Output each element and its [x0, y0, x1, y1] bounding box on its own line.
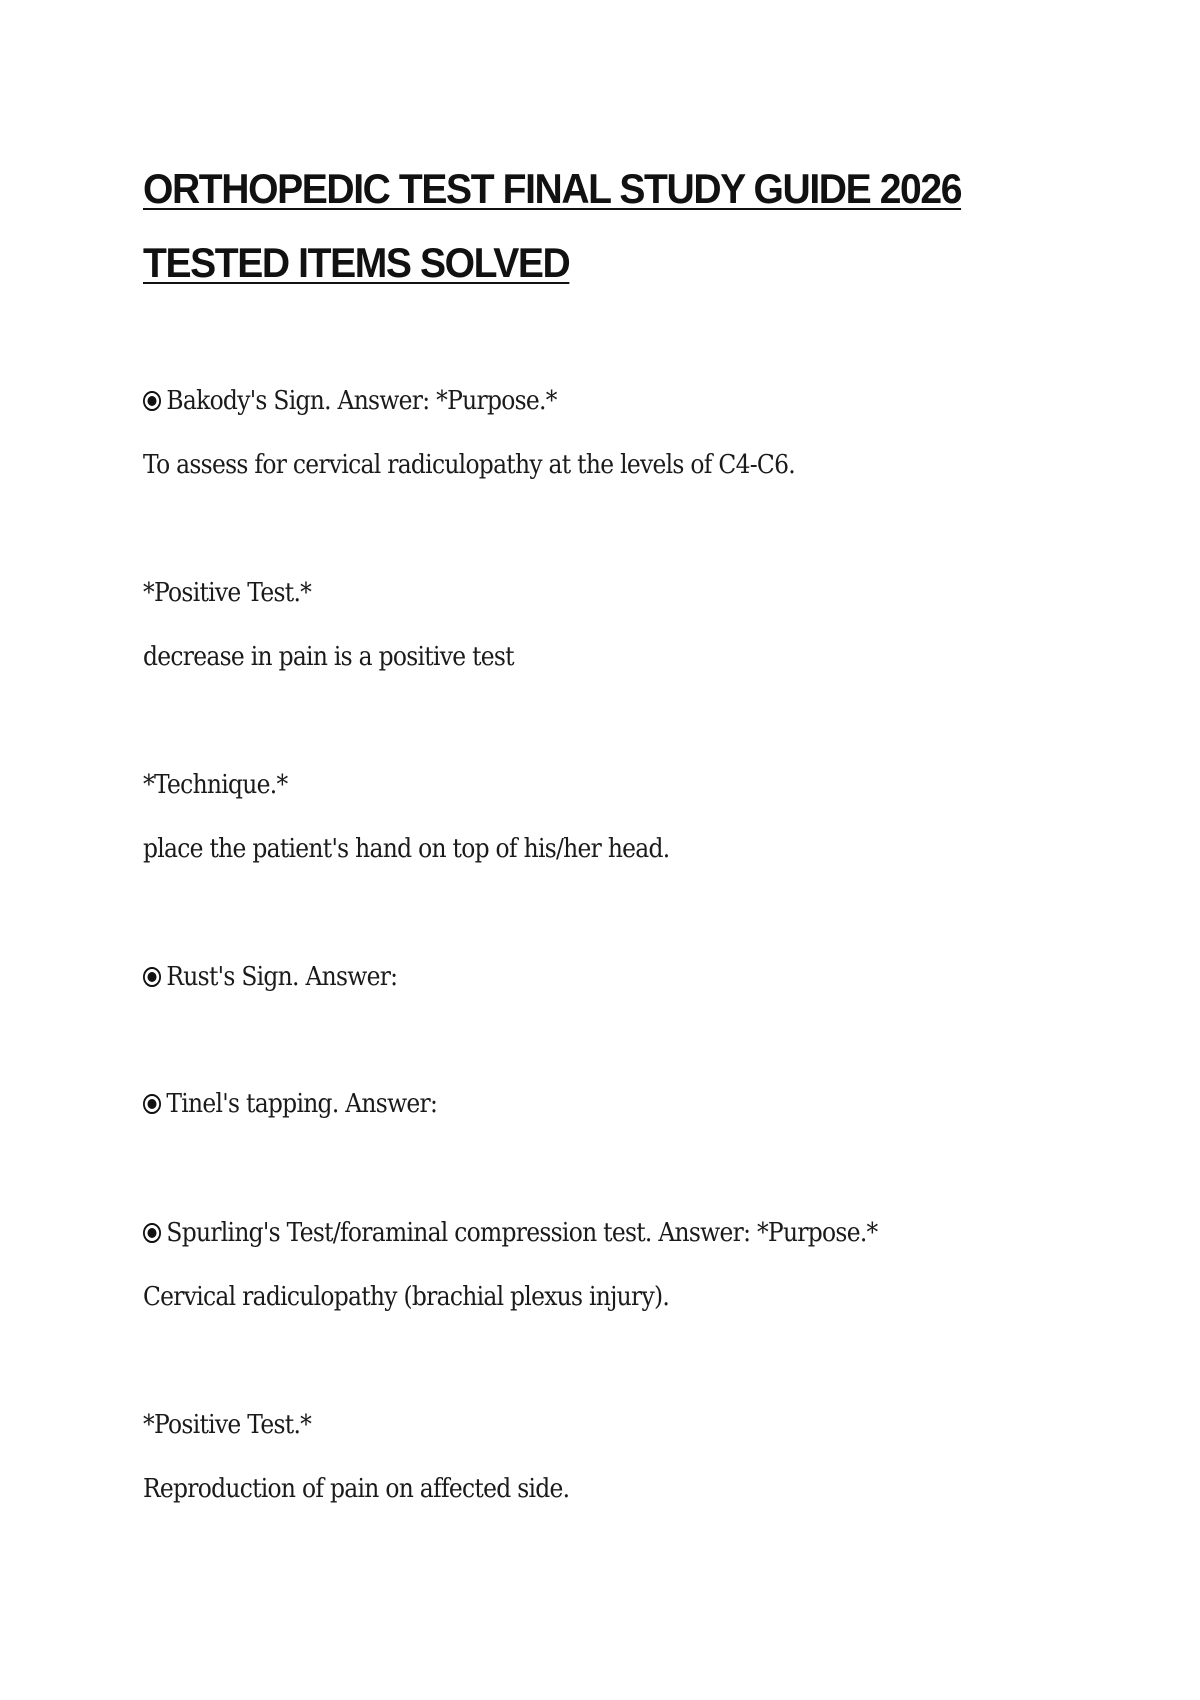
radio-bullet-icon [143, 967, 161, 987]
positive-test-label: *Positive Test.* [143, 1410, 312, 1440]
positive-test-label: *Positive Test.* [143, 578, 312, 608]
item-heading-bakody [143, 384, 557, 418]
item-heading-text: Spurling's Test/foraminal compression test. Answer: *Purpose.* [166, 1218, 878, 1248]
radio-bullet-icon [143, 1223, 161, 1243]
item-heading-tinel [143, 1087, 437, 1121]
technique-text: place the patient's hand on top of his/her head. [143, 834, 670, 864]
positive-test-text: decrease in pain is a positive test [143, 642, 514, 672]
item-heading-text: Bakody's Sign. Answer: *Purpose.* [166, 386, 557, 416]
technique-label: *Technique.* [143, 770, 288, 800]
radio-bullet-icon [143, 391, 161, 411]
title-line-1: ORTHOPEDIC TEST FINAL STUDY GUIDE 2026 [143, 165, 962, 212]
radio-bullet-icon [143, 1094, 161, 1114]
item-heading-spurling [143, 1216, 878, 1250]
positive-test-text: Reproduction of pain on affected side. [143, 1474, 570, 1504]
document-title [143, 152, 1027, 300]
item-purpose-text: Cervical radiculopathy (brachial plexus injury). [143, 1282, 670, 1312]
item-purpose-text: To assess for cervical radiculopathy at the levels of C4-C6. [143, 450, 795, 480]
title-line-2: TESTED ITEMS SOLVED [143, 239, 570, 286]
item-heading-text: Rust's Sign. Answer: [166, 962, 398, 992]
item-heading-rust [143, 960, 397, 994]
item-heading-text: Tinel's tapping. Answer: [166, 1089, 438, 1119]
